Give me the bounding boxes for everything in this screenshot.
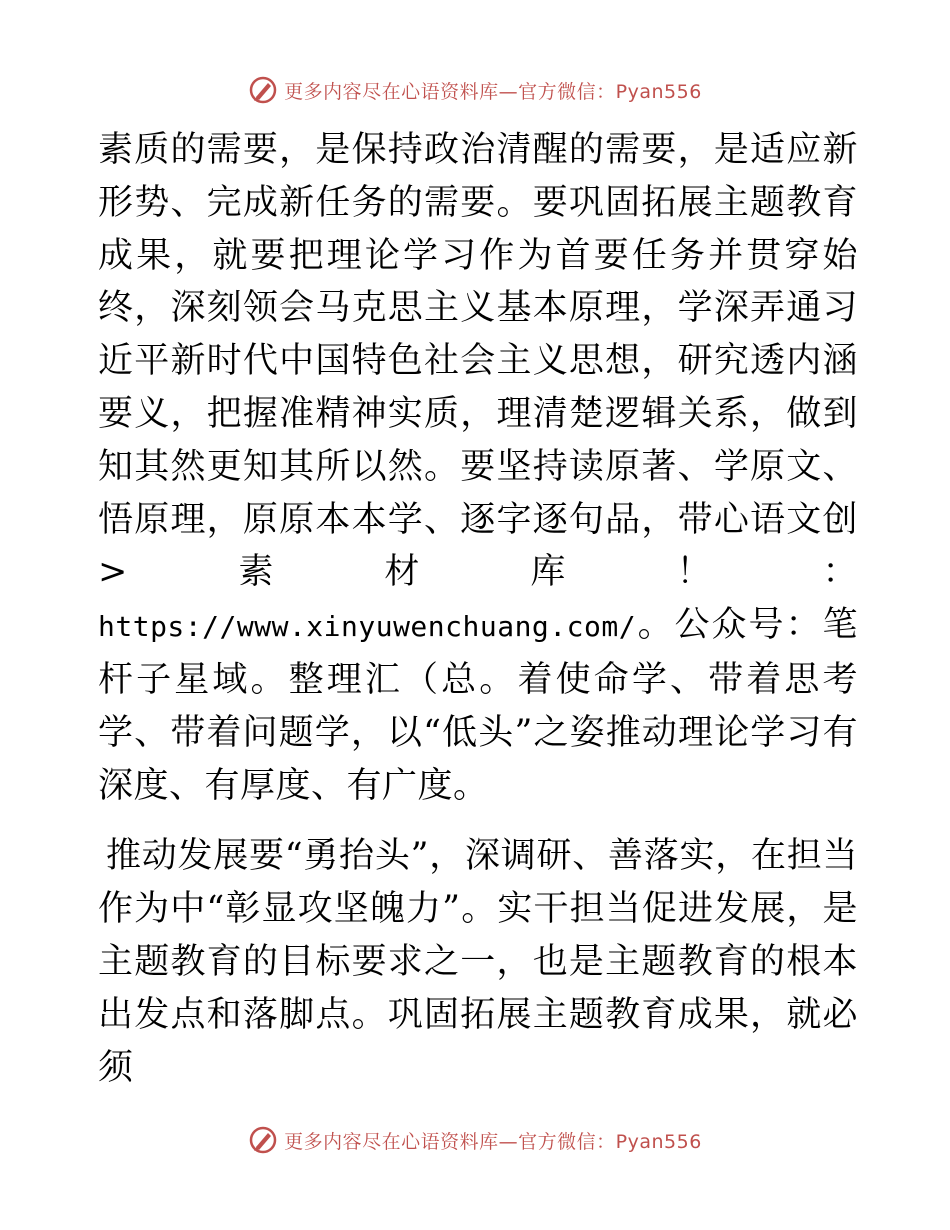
header-banner-text: 更多内容尽在心语资料库—官方微信：Pyan556 <box>284 80 702 103</box>
document-body <box>98 124 858 1094</box>
footer-banner-text: 更多内容尽在心语资料库—官方微信：Pyan556 <box>284 1130 702 1153</box>
website-url-text: https://www.xinyuwenchuang.com/ <box>98 610 637 644</box>
paragraph-1-text-a: 素质的需要，是保持政治清醒的需要，是适应新形势、完成新任务的需要。要巩固拓展主题教育成果，就要把理论学习作为首要任务并贯穿始终，深刻领会马克思主义基本原理，学深弄通习近平新时代中国特色社会主义思想，研究透内涵要义，把握准精神实质，理清楚逻辑关系，做到知其然更知其所以然。要坚持读原著、学原文、悟原理，原原本本学、逐字逐句品，带心语文创>素材库！： <box>98 130 858 593</box>
pen-seal-icon <box>248 1125 278 1155</box>
header-banner <box>0 72 950 108</box>
footer-banner <box>0 1122 950 1158</box>
pen-seal-icon <box>248 75 278 105</box>
paragraph-2: 推动发展要“勇抬头”，深调研、善落实，在担当作为中“彰显攻坚魄力”。实干担当促进发展，是主题教育的目标要求之一，也是主题教育的根本出发点和落脚点。巩固拓展主题教育成果，就必须 <box>98 836 858 1088</box>
paragraph-1-text-b: 。公众号：笔杆子星域。整理汇（总。着使命学、带着思考学、带着问题学，以“低头”之姿推动理论学习有深度、有厚度、有广度。 <box>98 605 858 806</box>
paragraph-1 <box>98 124 858 812</box>
